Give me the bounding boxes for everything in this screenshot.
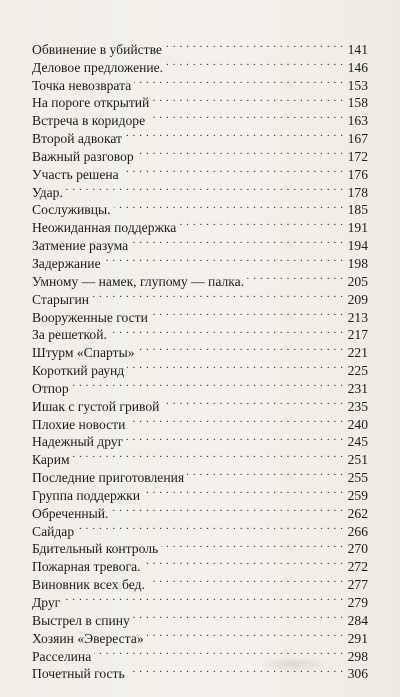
toc-entry [32,375,368,396]
toc-entry-page-number: 172 [347,148,368,164]
toc-entry-page-number: 198 [347,255,368,271]
toc-entry-page-number: 141 [347,41,368,57]
toc-entry-title: Пожарная тревога. [32,559,141,575]
toc-entry-page-number: 185 [347,202,368,218]
toc-entry-page-number: 213 [347,309,368,325]
toc-entry-page-number: 255 [347,470,368,486]
dot-leader [152,90,343,108]
toc-entry-title: Ишак с густой гривой [32,398,160,414]
toc-entry-page-number: 205 [347,273,368,289]
dot-leader [138,339,344,357]
dot-leader [144,553,344,571]
toc-entry-page-number: 279 [347,595,368,610]
toc-entry-title: Неожиданная поддержка [32,220,177,236]
toc-entry-title: Затмение разума [32,238,129,254]
dot-leader [147,625,344,643]
dot-leader [133,607,344,625]
toc-entry [32,536,368,557]
dot-leader [92,286,344,304]
toc-entry-page-number: 194 [347,238,368,254]
toc-entry-page-number: 191 [347,220,368,236]
toc-entry-page-number: 272 [347,559,368,575]
toc-entry-title: Надежный друг [32,434,124,450]
toc-entry-page-number: 270 [347,541,368,557]
toc-entry [32,197,368,218]
toc-entry-page-number: 291 [347,630,368,646]
toc-entry-title: Штурм «Спарты» [32,345,135,361]
dot-leader [166,54,344,72]
toc-entry-page-number: 284 [347,612,368,628]
dot-leader [165,36,344,54]
toc-entry-title: Виновник всех бед. [32,577,145,593]
toc-entry-page-number: 217 [347,327,368,343]
dot-leader [125,125,344,143]
toc-entry [32,179,368,200]
dot-leader [73,446,344,464]
dot-leader [128,411,343,429]
dot-leader [143,482,344,500]
toc-entry [32,518,368,539]
toc-entry-page-number: 235 [347,398,368,414]
dot-leader [66,179,344,197]
toc-entry-title: Обвинение в убийстве [32,41,162,57]
dot-leader [127,357,343,375]
toc-entry-title: Старыгин [32,291,90,307]
dot-leader [179,214,343,232]
toc-entry-title: Деловое предложение. [32,59,164,75]
toc-entry [32,36,368,57]
dot-leader [110,322,344,340]
toc-entry [32,464,368,486]
toc-entry [32,607,368,628]
toc-entry-page-number: 277 [347,577,368,593]
toc-entry-title: Выстрел в спину [32,612,130,628]
toc-entry-page-number: 163 [347,113,368,129]
table-of-contents [32,36,368,682]
toc-entry-title: Участь решена [32,166,119,182]
toc-entry-title: Точка невозврата [32,77,132,93]
dot-leader [148,107,343,125]
dot-leader [104,250,344,268]
toc-entry-title: Короткий раунд [32,363,125,379]
toc-entry-title: Друг [32,595,61,610]
toc-entry-title: Группа поддержки [32,487,141,503]
toc-entry-page-number: 306 [347,666,368,682]
dot-leader [161,536,343,554]
toc-entry-page-number: 251 [347,452,368,468]
toc-entry-title: Бдительный контроль [32,541,159,557]
toc-entry-title: Второй адвокат [32,131,122,147]
toc-entry-page-number: 262 [347,505,368,521]
toc-entry-title: На пороге открытий [32,95,150,111]
toc-entry-title: Сослуживцы. [32,202,111,218]
toc-entry-title: Расселина [32,648,92,664]
dot-leader [148,571,344,589]
toc-entry-page-number: 259 [347,487,368,503]
toc-entry-page-number: 146 [347,59,368,75]
toc-entry-page-number: 225 [347,363,368,379]
toc-entry-title: Обреченный. [32,505,109,521]
toc-entry-page-number: 209 [347,291,368,307]
toc-entry-title: Хозяин «Эвереста» [32,630,144,646]
toc-entry-page-number: 158 [347,95,368,111]
toc-entry-title: Плохие новости [32,416,126,432]
toc-entry-page-number: 176 [347,166,368,182]
dot-leader [247,268,344,286]
toc-entry-title: Сайдар [32,523,75,539]
dot-leader [126,429,343,447]
toc-entry-title: За решеткой. [32,327,107,343]
toc-entry-title: Почетный гость [32,666,125,682]
toc-entry-page-number: 178 [347,184,368,200]
dot-leader [187,464,343,482]
toc-entry [32,393,368,414]
toc-entry-page-number: 153 [347,77,368,93]
toc-entry-title: Встреча в коридоре [32,113,146,129]
dot-leader [114,197,344,215]
dot-leader [63,589,343,607]
toc-entry-title: Карим [32,452,70,468]
dot-leader [162,393,343,411]
toc-entry-page-number: 266 [347,523,368,539]
dot-leader [137,143,344,161]
toc-entry-page-number: 298 [347,648,368,664]
dot-leader [111,500,343,518]
toc-entry-page-number: 231 [347,380,368,396]
toc-entry-title: Вооруженные гости [32,309,148,325]
toc-entry-title: Последние приготовления [32,470,185,486]
toc-entry-page-number: 245 [347,434,368,450]
toc-entry-page-number: 240 [347,416,368,432]
toc-entry-page-number: 221 [347,345,368,361]
toc-entry-page-number: 167 [347,131,368,147]
toc-entry-title: Умному — намек, глупому — палка. [32,273,245,289]
dot-leader [131,232,343,250]
toc-entry-title: Удар. [32,184,63,200]
paper-smudge [258,656,328,672]
dot-leader [134,72,343,90]
toc-entry-title: Важный разговор [32,148,134,164]
dot-leader [151,304,344,322]
dot-leader [77,518,343,536]
toc-entry-title: Задержание [32,255,101,271]
toc-entry-title: Отпор [32,380,69,396]
toc-entry [32,589,368,610]
dot-leader [122,161,344,179]
toc-entry [32,446,368,468]
dot-leader [72,375,344,393]
